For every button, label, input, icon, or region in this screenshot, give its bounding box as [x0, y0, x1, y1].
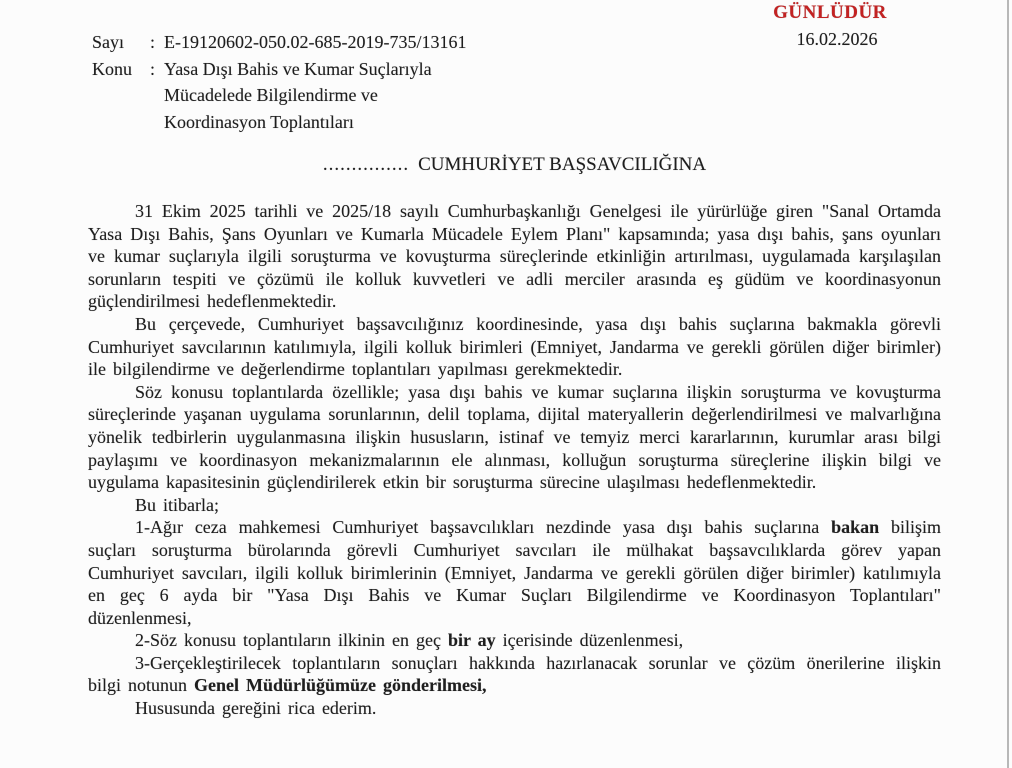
document-date: 16.02.2026 [796, 29, 878, 49]
scan-edge-artifact [1007, 0, 1009, 768]
classification-block [762, 2, 898, 50]
body-paragraph [88, 200, 941, 313]
body-paragraph [88, 313, 941, 381]
sayi-row [92, 29, 466, 56]
body-paragraph [88, 381, 941, 494]
text-segment: 1-Ağır ceza mahkemesi Cumhuriyet başsavcılıkları nezdinde yasa dışı bahis suçlarına [135, 517, 832, 538]
text-segment: içerisinde düzenlenmesi, [495, 630, 684, 651]
sayi-colon: : [150, 32, 156, 52]
classification-stamp: GÜNLÜDÜR [773, 2, 887, 23]
addressee-line [88, 154, 941, 176]
body-paragraph [88, 697, 941, 720]
body-paragraph [88, 494, 941, 517]
text-segment: 3-Gerçekleştirilecek toplantıların sonuçları hakkında hazırlanacak sorunlar ve çözüm önerilerine ilişkin bilgi notunun [88, 652, 941, 696]
sayi-value: E-19120602-050.02-685-2019-735/13161 [164, 32, 467, 52]
konu-value-line-2: Mücadelede Bilgilendirme ve [164, 85, 378, 105]
body-paragraph [88, 652, 941, 697]
document-body [88, 200, 941, 720]
body-paragraph [88, 516, 941, 629]
konu-value-line-1: Yasa Dışı Bahis ve Kumar Suçlarıyla [164, 58, 432, 79]
sayi-label: Sayı [92, 32, 125, 52]
bold-text-segment: bir ay [447, 630, 496, 651]
text-segment: 2-Söz konusu toplantıların ilkinin en geç [135, 630, 448, 651]
bold-text-segment: bakan [831, 517, 880, 538]
dotted-leader: ............... [322, 154, 410, 175]
body-paragraph [88, 629, 941, 652]
text-segment: bilişim suçları soruşturma bürolarında görevli Cumhuriyet savcıları ile mülhakat başsavcılıklarda görev yapan Cumhuriyet savcıları, ilgili kolluk birimlerinin (Emniyet, Jandarma ve gerekli görülen diğer birimler) katılımıyla en geç 6 ayda bir "Yasa Dışı Bahis ve Kumar Suçları Bilgilendirme ve Koordinasyon Toplantıları" düzenlenmesi, [88, 517, 941, 628]
konu-value [164, 56, 432, 136]
addressee-title: CUMHURİYET BAŞSAVCILIĞINA [418, 154, 707, 175]
konu-row [92, 56, 466, 136]
konu-colon: : [150, 58, 156, 79]
document-meta [92, 29, 466, 135]
bold-text-segment: Genel Müdürlüğümüze gönderilmesi, [194, 675, 487, 696]
text-segment: Hususunda gereğini rica ederim. [135, 698, 377, 719]
konu-label: Konu [92, 58, 132, 79]
konu-value-line-3: Koordinasyon Toplantıları [164, 111, 354, 132]
text-segment: Bu itibarla; [135, 494, 219, 515]
text-segment: Söz konusu toplantılarda özellikle; yasa dışı bahis ve kumar suçlarına ilişkin soruşturma ve kovuşturma süreçlerinde yaşanan uygulama sorunlarının, delil toplama, dijital materyallerin değerlendirilmesi ve malvarlığına yönelik tedbirlerin uygulanmasına ilişkin hususların, istinaf ve temyiz merci kararlarının, kurumlar arası bilgi paylaşımı ve koordinasyon mekanizmalarının ele alınması, kolluğun soruşturma süreçlerine ilişkin bilgi ve uygulama kapasitesinin güçlendirilerek etkin bir soruşturma sürecine ulaşılması hedeflenmektedir. [88, 381, 941, 493]
text-segment: Bu çerçevede, Cumhuriyet başsavcılığınız koordinesinde, yasa dışı bahis suçlarına bakmakla görevli Cumhuriyet savcılarının katılımıyla, ilgili kolluk birimleri (Emniyet, Jandarma ve gerekli görülen diğer birimler) ile bilgilendirme ve değerlendirme toplantıları yapılması gerekmektedir. [88, 313, 941, 380]
text-segment: 31 Ekim 2025 tarihli ve 2025/18 sayılı Cumhurbaşkanlığı Genelgesi ile yürürlüğe giren "Sanal Ortamda Yasa Dışı Bahis, Şans Oyunları ve Kumarla Mücadele Eylem Planı" kapsamında; yasa dışı bahis, şans oyunları ve kumar suçlarıyla ilgili soruşturma ve kovuşturma süreçlerinde etkinliğin artırılması, uygulamada karşılaşılan sorunların tespiti ve çözümü ile kolluk kuvvetleri ve adli merciler arasında eş güdüm ve koordinasyonun güçlendirilmesi hedeflenmektedir. [88, 201, 941, 312]
